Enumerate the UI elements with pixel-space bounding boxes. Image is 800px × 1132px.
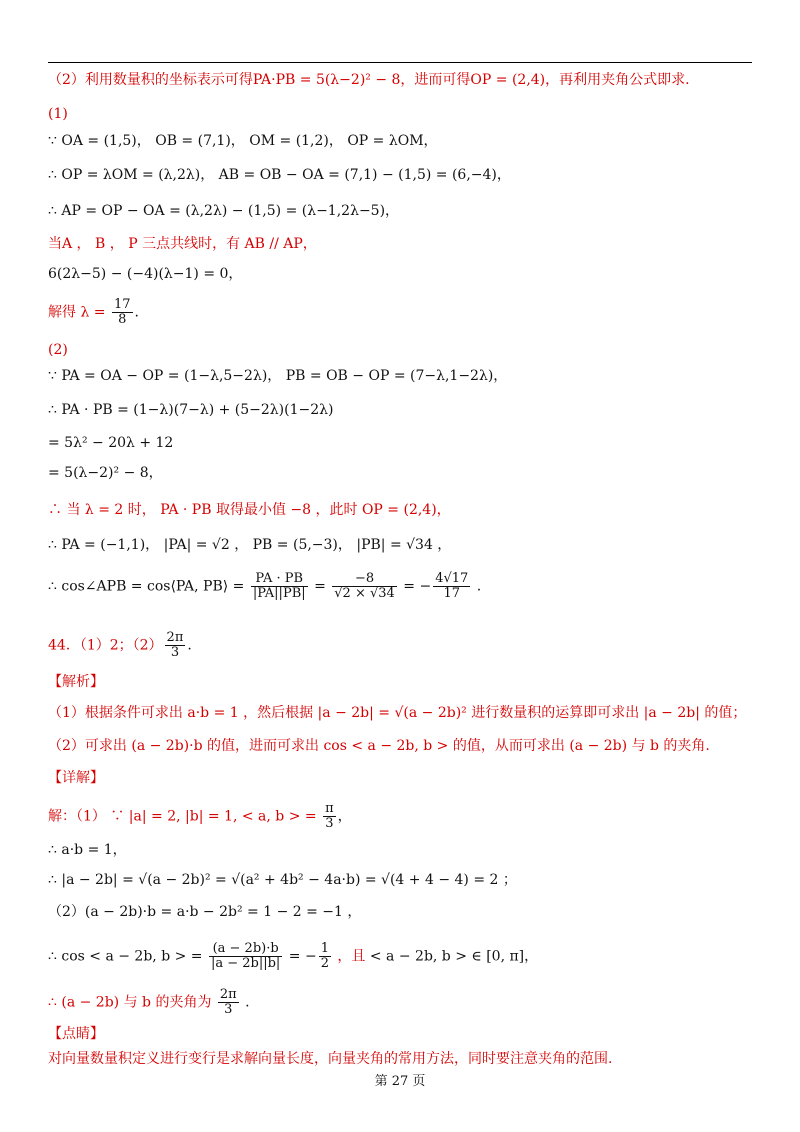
detail-line-2: ∴ a·b = 1， [48,842,127,858]
d1-den: 3 [325,816,334,831]
cos-fraction-3 [433,572,470,601]
d5-suffix: < a − 2b, b > ∈ [0, π]， [369,948,539,965]
s1-line-5: 6(2λ−5) − (−4)(λ−1) = 0， [48,266,243,282]
d5-fraction-2 [319,942,331,971]
s2-line-3: = 5λ² − 20λ + 12 [48,435,174,451]
part2-idea: （2）利用数量积的坐标表示可得PA·PB = 5(λ−2)² − 8，进而可得OP = (2,4)，再利用夹角公式即求. [48,72,690,88]
cos-f1-den: |PA||PB| [252,586,306,601]
d1-prefix: 解：（1） ∵ |a| = 2, |b| = 1, < a, b > = [48,808,322,825]
d1-num: π [325,801,334,816]
s2-line-4: = 5(λ−2)² − 8， [48,465,163,481]
d6-num: 2π [219,987,237,1002]
cos-eq-1: = [309,578,331,595]
cos-f2-num: −8 [332,572,397,587]
d6-prefix: ∴ (a − 2b) 与 b 的夹角为 [48,994,216,1011]
cos-suffix: . [472,578,482,595]
s2-line-6: ∴ PA = (−1,1)， |PA| = √2 ， PB = (5,−3)， |PB| = √34 ， [48,537,452,553]
s2-line-1: ∵ PA = OA − OP = (1−λ,5−2λ)， PB = OB − OP = (7−λ,1−2λ)， [48,368,508,384]
s1-line-1: ∵ OA = (1,5)， OB = (7,1)， OM = (1,2)， OP = λOM， [48,133,438,149]
d5-prefix: ∴ cos < a − 2b, b > = [48,948,207,965]
d5-fraction-1 [209,942,282,971]
q44-prefix: 44．（1）2；（2） [48,637,163,654]
d5-f1-num: (a − 2b)·b [209,942,282,957]
detail-heading: 【详解】 [48,770,104,786]
section-1-label: (1) [48,106,68,122]
cos-eq-2: = − [398,578,432,595]
cos-fraction-1 [251,572,308,601]
q44-suffix: . [187,637,192,654]
detail-line-1 [48,802,754,831]
cos-f3-num: 4√17 [435,571,469,586]
q44-den: 3 [170,645,180,660]
s1-line-4: 当A ， B ， P 三点共线时，有 AB // AP， [48,236,317,252]
top-rule [48,62,752,63]
d1-suffix: ， [337,808,352,825]
detail-line-5 [48,942,754,971]
d5-f2-num: 1 [320,941,329,956]
comment-text: 对向量数量积定义进行变行是求解向量长度，向量夹角的常用方法，同时要注意夹角的范围. [48,1051,613,1067]
q44-fraction [165,631,186,660]
s1-solve-suffix: . [134,304,139,321]
s1-line-6 [48,298,754,327]
s2-line-7 [48,572,754,601]
d6-den: 3 [224,1002,233,1017]
q44-answer [48,631,754,660]
d5-f1-den: |a − 2b||b| [210,956,281,971]
d1-fraction [323,802,336,831]
page-number: 第 27 页 [374,1074,426,1089]
lambda-fraction [112,298,133,327]
detail-line-6 [48,988,754,1017]
cos-f3-den: 17 [443,586,461,601]
cos-f2-den: √2 × √34 [334,586,395,601]
s2-line-2: ∴ PA · PB = (1−λ)(7−λ) + (5−2λ)(1−2λ) [48,402,334,418]
s1-solve-prefix: 解得 λ = [48,304,110,321]
s1-line-2: ∴ OP = λOM = (λ,2λ)， AB = OB − OA = (7,1) − (1,5) = (6,−4)， [48,167,511,183]
cos-fraction-2 [332,572,397,601]
d6-fraction [218,988,239,1017]
d5-mid: ，且 [332,948,370,965]
d5-eq: = − [284,948,317,965]
cos-f1-num: PA · PB [251,572,308,587]
lambda-num: 17 [113,297,131,312]
d6-suffix: . [240,994,250,1011]
q44-num: 2π [166,630,184,645]
detail-line-4: （2）(a − 2b)·b = a·b − 2b² = 1 − 2 = −1 ， [48,904,362,920]
analysis-line-2: （2）可求出 (a − 2b)·b 的值，进而可求出 cos < a − 2b, b > 的值，从而可求出 (a − 2b) 与 b 的夹角. [48,738,710,754]
section-2-label: (2) [48,342,68,358]
detail-line-3: ∴ |a − 2b| = √(a − 2b)² = √(a² + 4b² − 4a·b) = √(4 + 4 − 4) = 2 ； [48,872,517,888]
d5-f2-den: 2 [320,956,329,971]
s2-line-5: ∴ 当 λ = 2 时， PA · PB 取得最小值 −8 ，此时 OP = (2,4)， [48,502,451,518]
analysis-line-1: （1）根据条件可求出 a·b = 1 ，然后根据 |a − 2b| = √(a − 2b)² 进行数量积的运算即可求出 |a − 2b| 的值； [48,705,747,721]
lambda-den: 8 [118,312,127,327]
comment-heading: 【点睛】 [48,1026,104,1042]
cos-prefix: ∴ cos∠APB = cos⟨PA, PB⟩ = [48,578,249,595]
s1-line-3: ∴ AP = OP − OA = (λ,2λ) − (1,5) = (λ−1,2λ−5)， [48,203,400,219]
analysis-heading: 【解析】 [48,674,104,690]
